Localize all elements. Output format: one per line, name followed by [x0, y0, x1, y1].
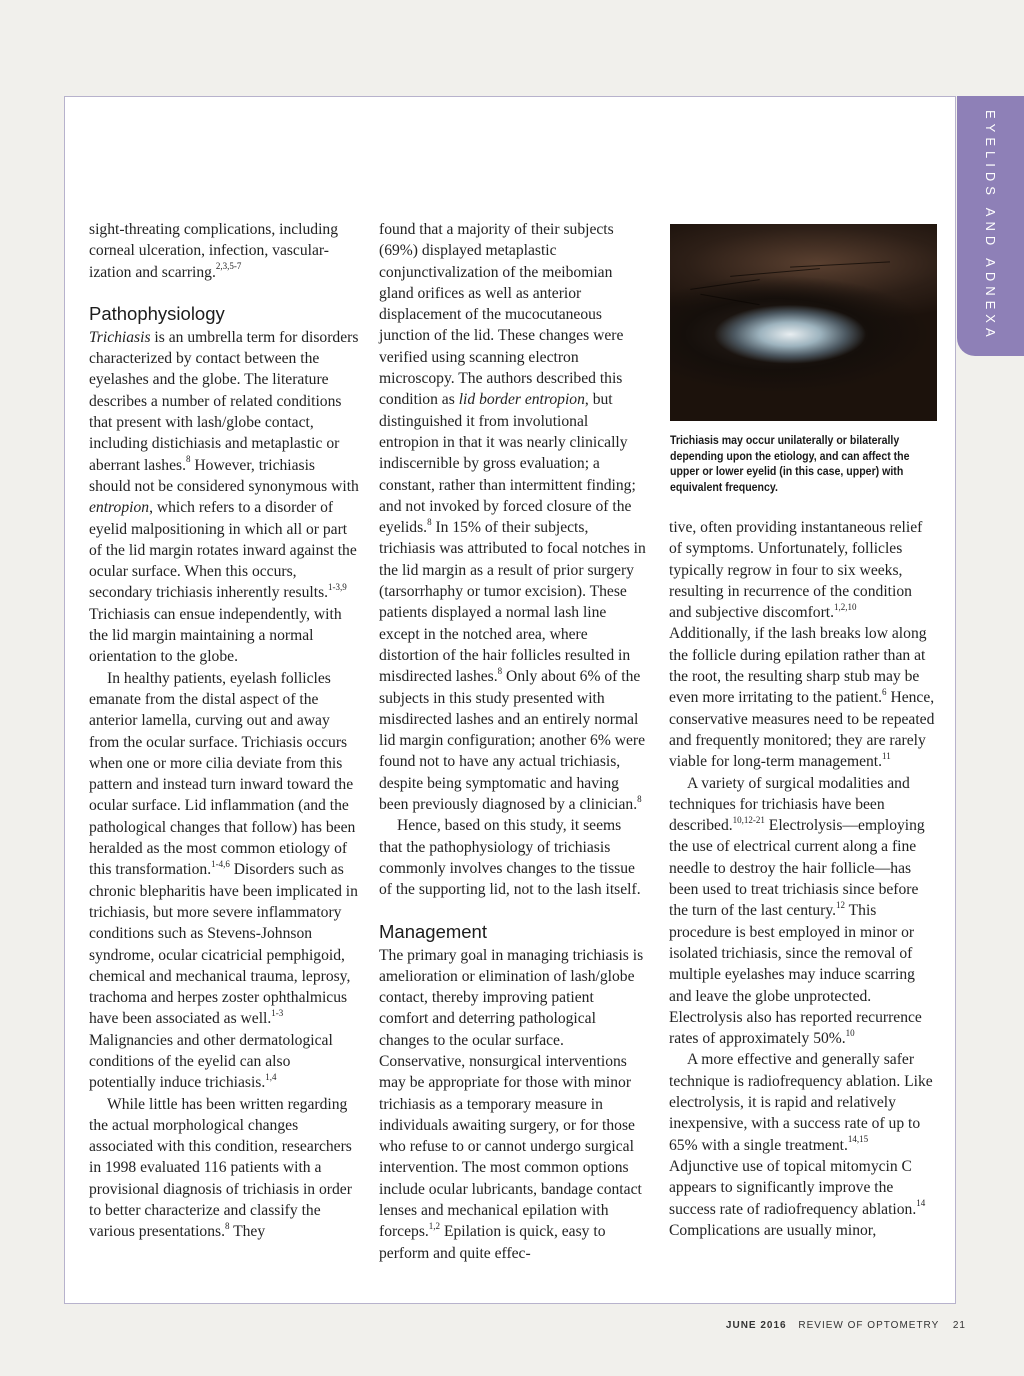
paragraph: found that a majority of their subjects (69%) displayed metaplastic conjunctivalization of the meibomian gland orifices as well as anterior displacement of the mucocutaneous junction of the lid. These changes were verified using scanning electron microscopy. The authors described this condition as lid border entropion, but distinguished it from involutional entropion in that it was nearly clinically indiscernible by gross evaluation; a constant, rather than intermittent finding; and not invoked by forced closure of the eyelids.$^8$ In 15% of their subjects, trichiasis was attributed to focal notches in the lid margin as a result of prior surgery (tarsorrhaphy or tumor excision). These patients displayed a normal lash line except in the notched area, where distortion of the hair follicles resulted in misdirected lashes.$^8$ Only about 6% of the subjects in this study presented with misdirected lashes and an entirely normal lid margin configuration; another 6% were found not to have any actual trichiasis, despite being symptomatic and having been previously diagnosed by a clinician.$^8$	[379, 221, 646, 814]
page-footer	[726, 1320, 966, 1331]
heading-management: Management	[379, 920, 487, 942]
paragraph: Hence, based on this study, it seems that the pathophysiology of trichiasis commonly involves changes to the tissue of the supporting lid, not to the lash itself.	[379, 817, 641, 899]
heading-pathophysiology: Pathophysiology	[89, 302, 225, 324]
issue-date: JUNE 2016	[725, 1320, 787, 1331]
publication-name: REVIEW OF OPTOMETRY	[798, 1320, 940, 1331]
paragraph: A variety of surgical modalities and techniques for trichiasis have been described.$^{10,12-21}$ Electrolysis—employing the use of electrical current along a fine needle to destroy the hair follicle—has been used to treat trichiasis since before the turn of the last century.$^{12}$ This procedure is best employed in minor or isolated trichiasis, since the removal of multiple eyelashes may induce scarring and leave the globe unprotected. Electrolysis also has reported recurrence rates of approximately 50%.$^{10}$	[669, 774, 925, 1048]
figure-caption: Trichiasis may occur unilaterally or bilaterally depending upon the etiology, and can affect the upper or lower eyelid (in this case, upper) with equivalent frequency.	[670, 433, 910, 495]
page-number: 21	[952, 1320, 966, 1331]
section-tab-label: EYELIDS AND ADNEXA	[983, 110, 998, 342]
paragraph: While little has been written regarding the actual morphological changes associated with this condition, researchers in 1998 evaluated 116 patients with a provisional diagnosis of trichiasis in order to better characterize and classify the various presentations.$^8$ They	[89, 1095, 352, 1241]
column-1	[89, 219, 359, 1243]
paragraph: The primary goal in managing trichiasis is amelioration or elimination of lash/globe contact, thereby improving patient comfort and deterring pathological changes to the ocular surface. Conservative, nonsurgical interventions may be appropriate for those with minor trichiasis as a temporary measure in individuals awaiting surgery, or for those who refuse to or cannot undergo surgical intervention. The most common options include ocular lubricants, bandage contact lenses and mechanical epilation with forceps.$^{1,2}$ Epilation is quick, easy to perform and quite effec-	[379, 946, 644, 1262]
column-2	[379, 219, 646, 1264]
intro-paragraph: sight-threating complications, including corneal ulceration, infection, vascular-ization and scarring.$^{2,3,5-7}$	[89, 221, 339, 281]
paragraph: tive, often providing instantaneous relief of symptoms. Unfortunately, follicles typically regrow in four to six weeks, resulting in recurrence of the condition and subjective discomfort.$^{1,2,10}$ Additionally, if the lash breaks low along the follicle during epilation rather than at the root, the resulting sharp stub may be even more irritating to the patient.$^6$ Hence, conservative measures need to be repeated and frequently monitored; they are rarely viable for long-term management.$^{11}$	[669, 519, 935, 771]
paragraph: Trichiasis is an umbrella term for disorders characterized by contact between the eyelashes and the globe. The literature describes a number of related conditions that present with lash/globe contact, including distichiasis and metaplastic or aberrant lashes.$^8$ However, trichiasis should not be considered synonymous with entropion, which refers to a disorder of eyelid malpositioning in which all or part of the lid margin rotates inward against the ocular surface. When this occurs, secondary trichiasis inherently results.$^{1-3,9}$ Trichiasis can ensue independently, with the lid margin maintaining a normal orientation to the globe.	[89, 328, 359, 666]
paragraph: In healthy patients, eyelash follicles emanate from the distal aspect of the anterior lamella, curving out and away from the ocular surface. Trichiasis occurs when one or more cilia deviate from this pattern and instead turn inward toward the ocular surface. Lid inflammation (and the pathological changes that follow) has been heralded as the most common etiology of this transformation.$^{1-4,6}$ Disorders such as chronic blepharitis have been implicated in trichiasis, but more severe inflammatory conditions such as Stevens-Johnson syndrome, ocular cicatricial pemphigoid, chemical and mechanical trauma, leprosy, trachoma and herpes zoster ophthalmicus have been associated as well.$^{1-3}$ Malignancies and other dermatological conditions of the eyelid can also potentially induce trichiasis.$^{1,4}$	[89, 669, 358, 1092]
section-tab	[957, 96, 1024, 356]
column-3	[669, 517, 936, 1241]
eyelid-photo	[670, 224, 937, 421]
paragraph: A more effective and generally safer technique is radiofrequency ablation. Like electrolysis, it is rapid and relatively inexpensive, with a success rate of up to 65% with a single treatment.$^{14,15}$ Adjunctive use of topical mitomycin C appears to significantly improve the success rate of radiofrequency ablation.$^{14}$ Complications are usually minor,	[669, 1051, 933, 1239]
